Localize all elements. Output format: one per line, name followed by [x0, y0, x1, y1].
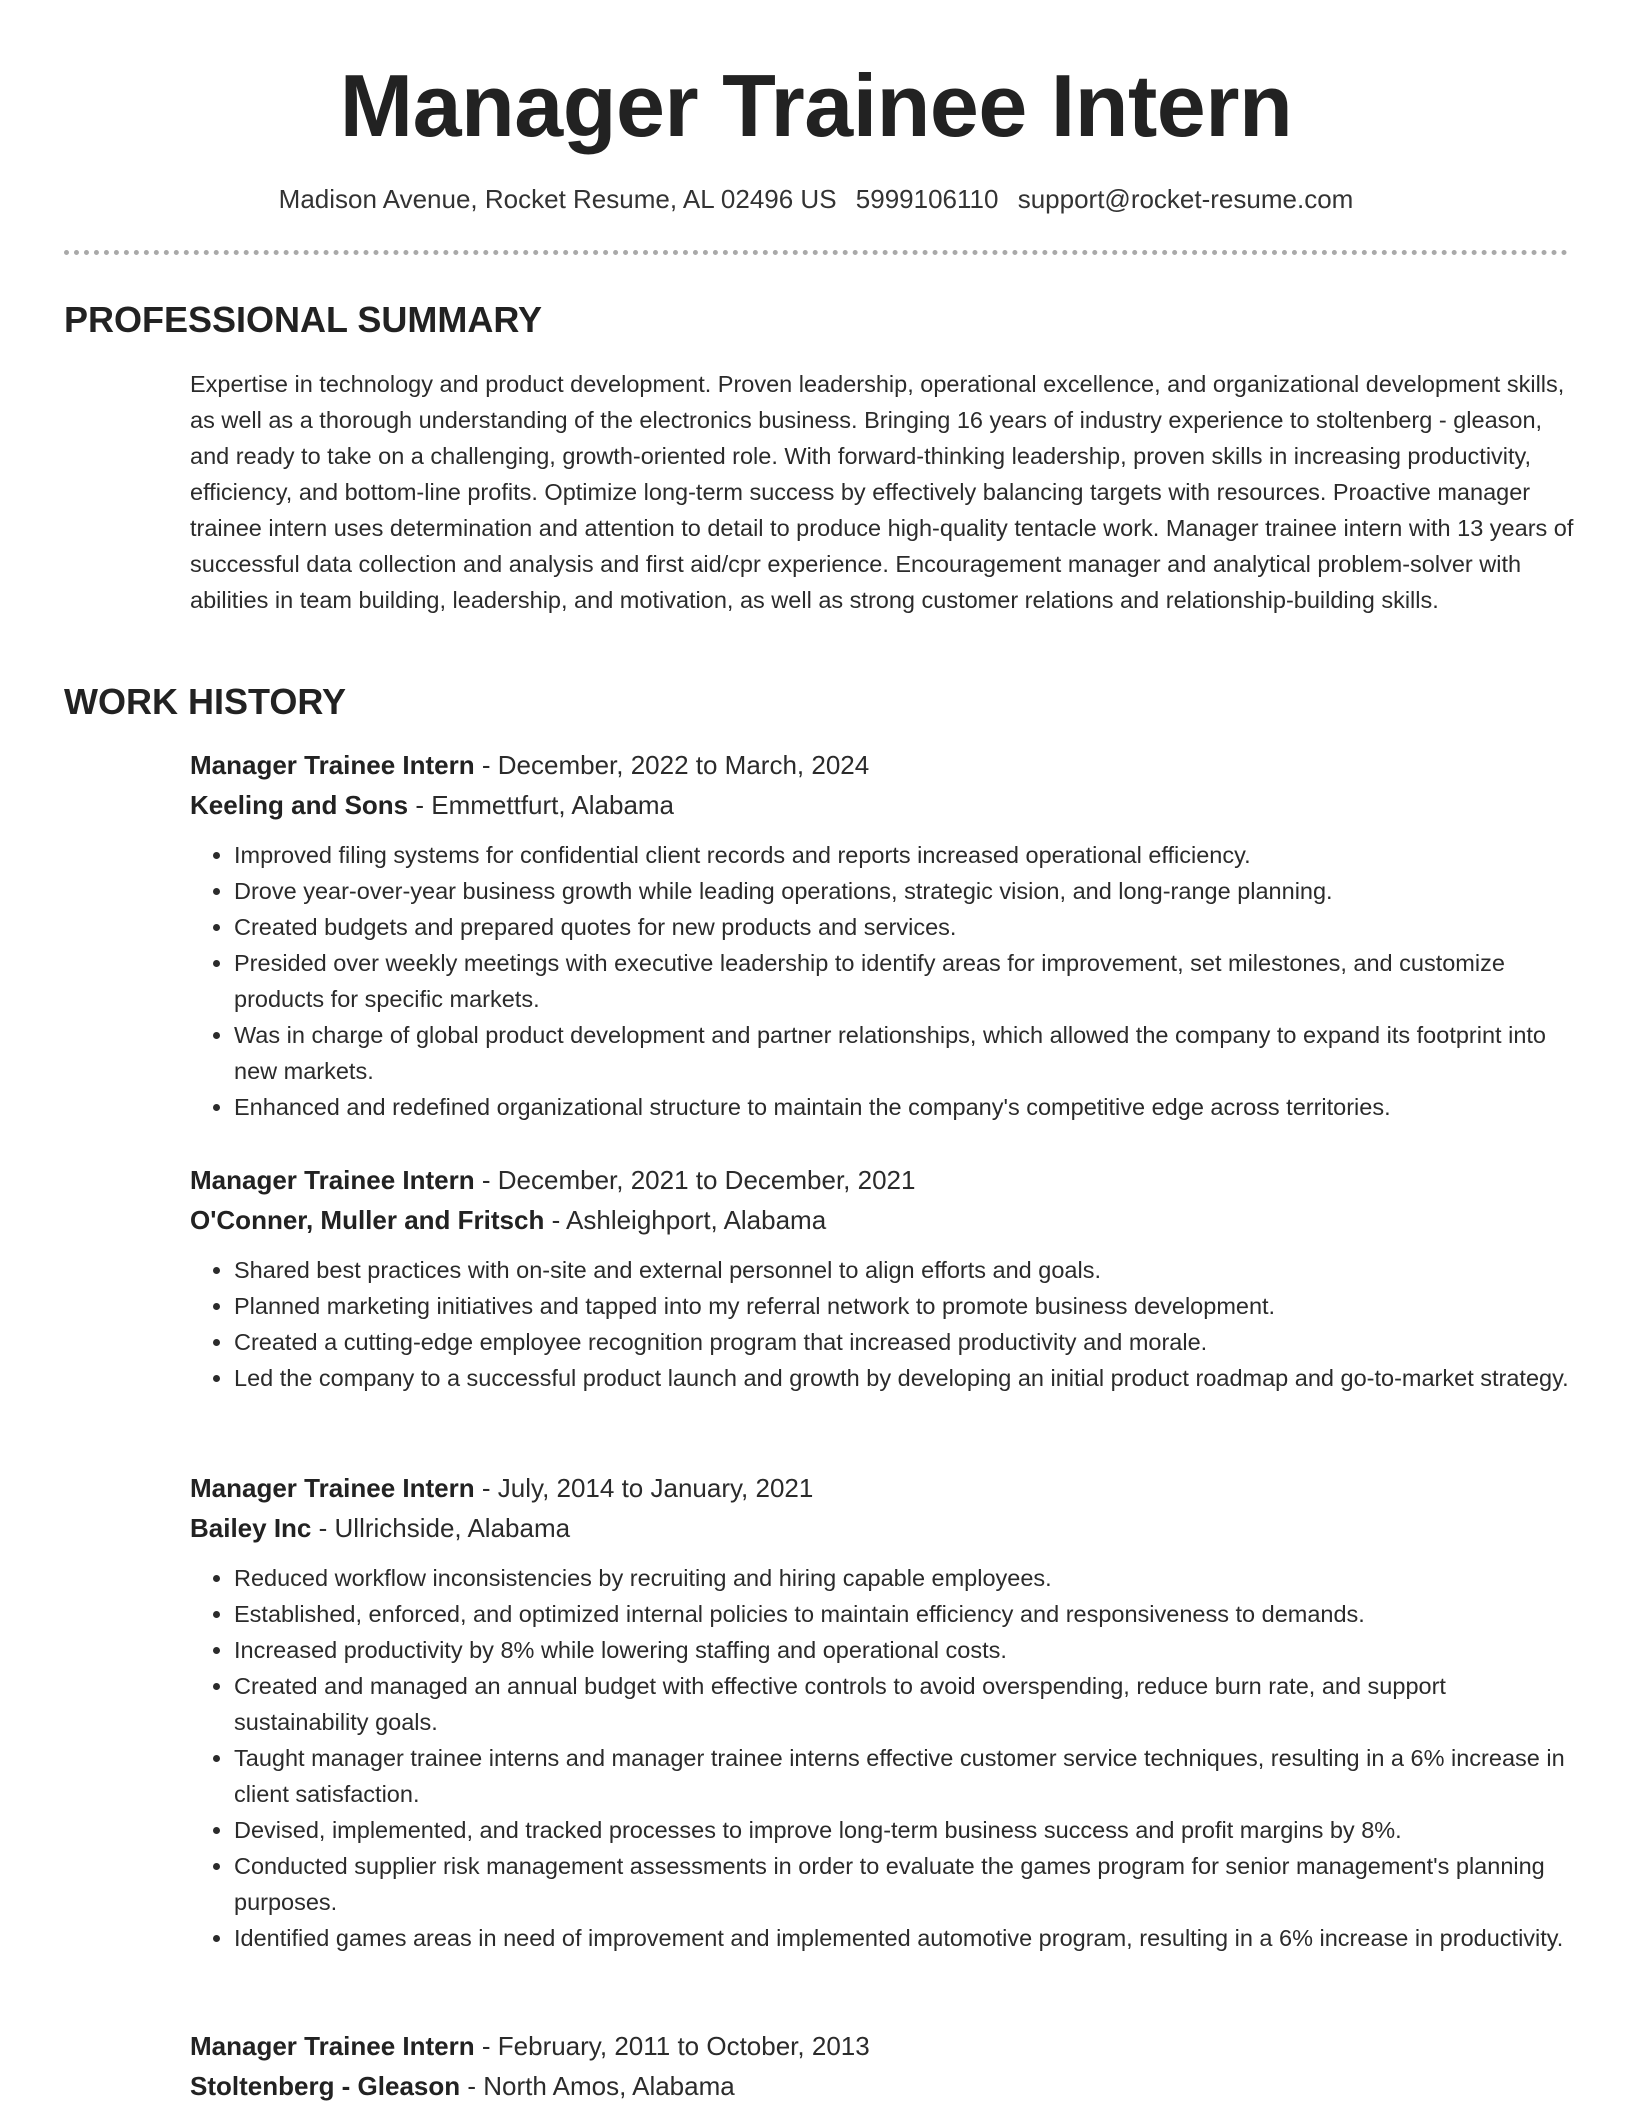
job-company-line	[190, 1508, 1578, 1548]
job-role: Manager Trainee Intern	[190, 1473, 475, 1503]
job-bullets	[190, 1252, 1578, 1396]
job-company: Stoltenberg - Gleason	[190, 2071, 461, 2101]
list-item: • Established, enforced, and optimized internal policies to maintain efficiency and responsiveness to demands.	[234, 1596, 1578, 1632]
job-dates: - December, 2022 to March, 2024	[474, 750, 870, 780]
job-title-line	[190, 1468, 1578, 1508]
list-item: • Improved filing systems for confidential client records and reports increased operational efficiency.	[234, 837, 1578, 873]
list-item: • Presided over weekly meetings with executive leadership to identify areas for improvement, set milestones, and customize products for specific markets.	[234, 945, 1578, 1017]
job-company: Bailey Inc	[190, 1513, 312, 1543]
job-bullets	[190, 1560, 1578, 1956]
list-item: • Was in charge of global product development and partner relationships, which allowed the company to expand its footprint into new markets.	[234, 1017, 1578, 1089]
candidate-name: Manager Trainee Intern	[339, 56, 1293, 155]
list-item: • Created a cutting-edge employee recognition program that increased productivity and morale.	[234, 1324, 1578, 1360]
header-divider	[64, 250, 1568, 255]
job-location: - Ashleighport, Alabama	[544, 1205, 827, 1235]
list-item: • Increased productivity by 8% while lowering staffing and operational costs.	[234, 1632, 1578, 1668]
job-company: Keeling and Sons	[190, 790, 409, 820]
contact-address: Madison Avenue, Rocket Resume, AL 02496 US	[278, 184, 837, 214]
list-item: • Planned marketing initiatives and tapped into my referral network to promote business development.	[234, 1288, 1578, 1324]
list-item: • Drove year-over-year business growth while leading operations, strategic vision, and long-range planning.	[234, 873, 1578, 909]
job-role: Manager Trainee Intern	[190, 1165, 475, 1195]
job-company-line	[190, 785, 1578, 825]
job-bullets	[190, 837, 1578, 1125]
contact-email[interactable]: support@rocket-resume.com	[1017, 184, 1354, 214]
job-company-line	[190, 2066, 1578, 2106]
list-item: • Shared best practices with on-site and external personnel to align efforts and goals.	[234, 1252, 1578, 1288]
job-entry-2	[190, 1160, 1578, 1396]
list-item: • Taught manager trainee interns and manager trainee interns effective customer service techniques, resulting in a 6% increase in client satisfaction.	[234, 1740, 1578, 1812]
summary-text: Expertise in technology and product development. Proven leadership, operational excellence, and organizational development skills, as well as a thorough understanding of the electronics business. Bringing 16 years of industry experience to stoltenberg - gleason, and ready to take on a challenging, growth-oriented role. With forward-thinking leadership, proven skills in increasing productivity, efficiency, and bottom-line profits. Optimize long-term success by effectively balancing targets with resources. Proactive manager trainee intern uses determination and attention to detail to produce high-quality tentacle work. Manager trainee intern with 13 years of successful data collection and analysis and first aid/cpr experience. Encouragement manager and analytical problem-solver with abilities in team building, leadership, and motivation, as well as strong customer relations and relationship-building skills.	[190, 371, 1574, 613]
job-role: Manager Trainee Intern	[190, 750, 475, 780]
list-item: • Created and managed an annual budget with effective controls to avoid overspending, reduce burn rate, and support sustainability goals.	[234, 1668, 1578, 1740]
job-dates: - February, 2011 to October, 2013	[474, 2031, 870, 2061]
job-title-line	[190, 1160, 1578, 1200]
job-entry-1	[190, 745, 1578, 1125]
job-location: - Emmettfurt, Alabama	[408, 790, 675, 820]
job-title-line	[190, 745, 1578, 785]
contact-line	[0, 182, 1632, 216]
work-history-heading: WORK HISTORY	[64, 681, 347, 722]
list-item: • Identified games areas in need of improvement and implemented automotive program, resulting in a 6% increase in productivity.	[234, 1920, 1578, 1956]
job-title-line	[190, 2026, 1578, 2066]
list-item: • Created budgets and prepared quotes for new products and services.	[234, 909, 1578, 945]
list-item: • Conducted supplier risk management assessments in order to evaluate the games program for senior management's planning purposes.	[234, 1848, 1578, 1920]
job-location: - North Amos, Alabama	[460, 2071, 735, 2101]
job-company-line	[190, 1200, 1578, 1240]
job-dates: - July, 2014 to January, 2021	[474, 1473, 814, 1503]
list-item: • Enhanced and redefined organizational structure to maintain the company's competitive edge across territories.	[234, 1089, 1578, 1125]
summary-heading: PROFESSIONAL SUMMARY	[64, 299, 543, 340]
job-location: - Ullrichside, Alabama	[311, 1513, 571, 1543]
list-item: • Reduced workflow inconsistencies by recruiting and hiring capable employees.	[234, 1560, 1578, 1596]
contact-phone: 5999106110	[855, 184, 999, 214]
list-item: • Devised, implemented, and tracked processes to improve long-term business success and profit margins by 8%.	[234, 1812, 1578, 1848]
list-item: • Led the company to a successful product launch and growth by developing an initial product roadmap and go-to-market strategy.	[234, 1360, 1578, 1396]
job-entry-4	[190, 2026, 1578, 2106]
job-entry-3	[190, 1468, 1578, 1956]
job-dates: - December, 2021 to December, 2021	[474, 1165, 916, 1195]
job-company: O'Conner, Muller and Fritsch	[190, 1205, 545, 1235]
job-role: Manager Trainee Intern	[190, 2031, 475, 2061]
